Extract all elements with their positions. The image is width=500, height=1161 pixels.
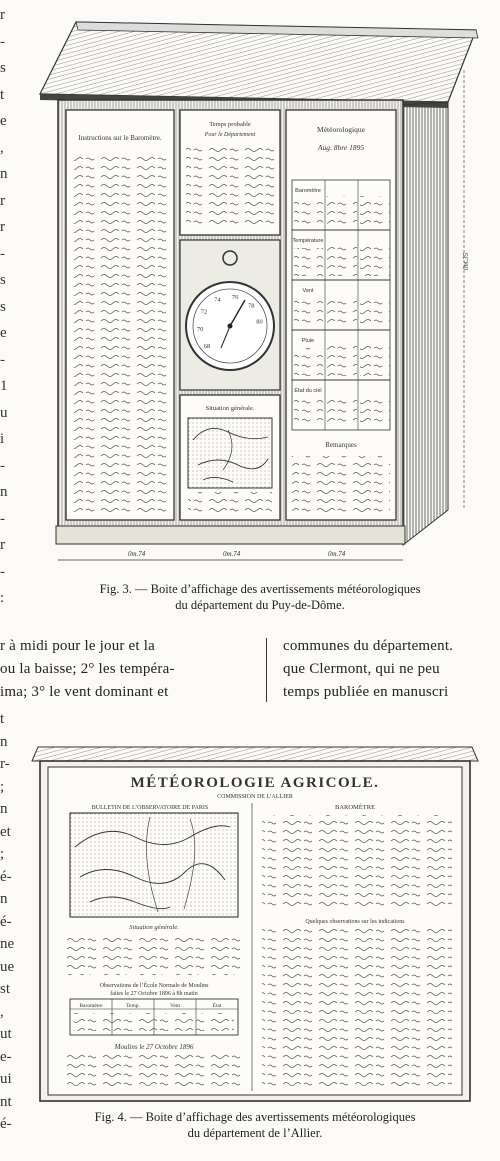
svg-text:Temps probable: Temps probable: [209, 121, 251, 128]
figure-4-illustration: [30, 737, 480, 1109]
clipped-fragment: u: [0, 404, 8, 421]
body-left-line-2: ou la baisse; 2° les tempéra-: [0, 661, 175, 677]
board-title: MÉTÉOROLOGIE AGRICOLE.: [130, 775, 380, 791]
table-header: Baromètre: [79, 1003, 103, 1009]
body-left-line-1: r à midi pour le jour et la: [0, 638, 155, 654]
clipped-fragment: t: [0, 711, 5, 727]
clipped-fragment: s: [0, 60, 6, 76]
clipped-fragment: s: [0, 298, 6, 315]
clipped-fragment: é-: [0, 1116, 12, 1132]
clipped-fragment: ,: [0, 1003, 4, 1020]
figure-4-caption: [40, 1109, 470, 1141]
clipped-fragment: -: [0, 563, 5, 580]
figure-3-caption: [50, 581, 470, 613]
clipped-fragment: t: [0, 86, 5, 103]
clipped-fragment: ;: [0, 778, 5, 795]
clipped-fragment: n: [0, 891, 8, 907]
table-row-label: État du ciel: [294, 388, 322, 394]
panel-right-title: Météorologique: [317, 125, 365, 134]
svg-text:Quelques observations sur les: Quelques observations sur les indications: [305, 919, 405, 925]
clipped-fragment: et: [0, 823, 11, 840]
clipped-fragment: n: [0, 484, 8, 500]
table-row-label: Pluie: [301, 338, 315, 344]
body-right-line-2: que Clermont, qui ne peu: [283, 661, 440, 677]
clipped-fragment: n: [0, 166, 8, 182]
svg-text:faites le 27 Octobre 1896 à 8h: faites le 27 Octobre 1896 à 8h matin: [110, 991, 198, 997]
table-row-label: Température: [292, 238, 324, 244]
table-header: Temp.: [126, 1003, 140, 1009]
clipped-fragment: ne: [0, 936, 15, 952]
clipped-fragment: r: [0, 7, 5, 23]
body-right-line-1: communes du département.: [283, 638, 454, 654]
dial-number: 76: [231, 294, 239, 301]
dial-number: 80: [256, 318, 263, 326]
svg-text:Observations de l’École Normal: Observations de l’École Normale de Moulins: [99, 983, 209, 989]
column-rule: [266, 638, 267, 702]
svg-text:0m.74: 0m.74: [128, 550, 146, 558]
table-header: État: [212, 1003, 222, 1009]
clipped-fragment: ;: [0, 846, 5, 862]
clipped-fragment: -: [0, 33, 5, 50]
svg-text:BULLETIN DE L’OBSERVATOIRE DE: BULLETIN DE L’OBSERVATOIRE DE PARIS: [91, 805, 209, 811]
roof: [32, 747, 478, 761]
clipped-fragment: r: [0, 537, 5, 553]
clipped-fragment: é-: [0, 913, 12, 930]
dial-number: 68: [203, 342, 211, 350]
clipped-fragment: st: [0, 981, 11, 997]
svg-text:BAROMÈTRE: BAROMÈTRE: [334, 804, 376, 811]
figure-3-caption-line-2: du département du Puy-de-Dôme.: [175, 598, 345, 612]
svg-text:0m.74: 0m.74: [223, 550, 241, 558]
clipped-fragment: n: [0, 801, 8, 817]
svg-text:Moulins le 27 Octobre 1896: Moulins le 27 Octobre 1896: [114, 1043, 194, 1051]
figure-3-caption-line-1: Fig. 3. — Boite d’affichage des avertissements météorologiques: [99, 582, 421, 596]
box-side: [403, 102, 448, 545]
table-row-label: Vent: [302, 288, 314, 294]
figure-3-illustration: [28, 10, 480, 575]
clipped-fragment: nt: [0, 1093, 12, 1110]
dial-number: 72: [200, 308, 208, 316]
bulletin-map: [70, 813, 238, 917]
table-header: Vent: [169, 1003, 181, 1009]
body-right-line-3: temps publiée en manuscri: [283, 684, 449, 700]
svg-text:0m.35: 0m.35: [462, 252, 470, 270]
svg-text:Situation générale.: Situation générale.: [129, 924, 179, 931]
clipped-fragment: é-: [0, 868, 12, 885]
clipped-fragment: ut: [0, 1026, 12, 1042]
body-left-line-3: ima; 3° le vent dominant et: [0, 684, 169, 700]
svg-text:COMMISSION DE L’ALLIER: COMMISSION DE L’ALLIER: [217, 794, 293, 800]
clipped-fragment: r: [0, 192, 5, 209]
clipped-fragment: e: [0, 325, 7, 341]
clipped-fragment: -: [0, 510, 5, 527]
clipped-fragment: -: [0, 351, 5, 368]
clipped-fragment: -: [0, 245, 5, 262]
clipped-fragment: s: [0, 272, 6, 288]
svg-text:Situation générale.: Situation générale.: [205, 405, 255, 412]
clipped-fragment: ui: [0, 1071, 12, 1087]
clipped-fragment: r-: [0, 756, 10, 772]
clipped-fragment: -: [0, 457, 5, 474]
weather-map: [188, 418, 272, 488]
figure-4-caption-line-1: Fig. 4. — Boite d’affichage des avertissements météorologiques: [94, 1110, 416, 1124]
dial-number: 70: [196, 326, 204, 334]
dial-number: 74: [214, 296, 221, 304]
table-row-label: Baromètre: [295, 188, 321, 194]
svg-text:Aug. 8bre 1895: Aug. 8bre 1895: [317, 143, 365, 152]
svg-text:Pour le Département: Pour le Département: [204, 132, 256, 138]
clipped-fragment: e-: [0, 1048, 12, 1065]
clipped-fragment: ,: [0, 139, 4, 156]
remarques-label: Remarques: [325, 441, 357, 449]
dial-number: 78: [247, 302, 255, 310]
clipped-fragment: n: [0, 733, 8, 750]
clipped-fragment: :: [0, 590, 5, 606]
figure-4-caption-line-2: du département de l’Allier.: [187, 1126, 323, 1140]
clipped-fragment: 1: [0, 378, 8, 394]
clipped-fragment: e: [0, 113, 7, 129]
clipped-fragment: i: [0, 431, 5, 447]
clipped-fragment: ue: [0, 958, 15, 975]
panel-left-title: Instructions sur le Baromètre.: [78, 134, 162, 142]
clipped-fragment: r: [0, 219, 5, 235]
svg-text:0m.74: 0m.74: [328, 550, 346, 558]
